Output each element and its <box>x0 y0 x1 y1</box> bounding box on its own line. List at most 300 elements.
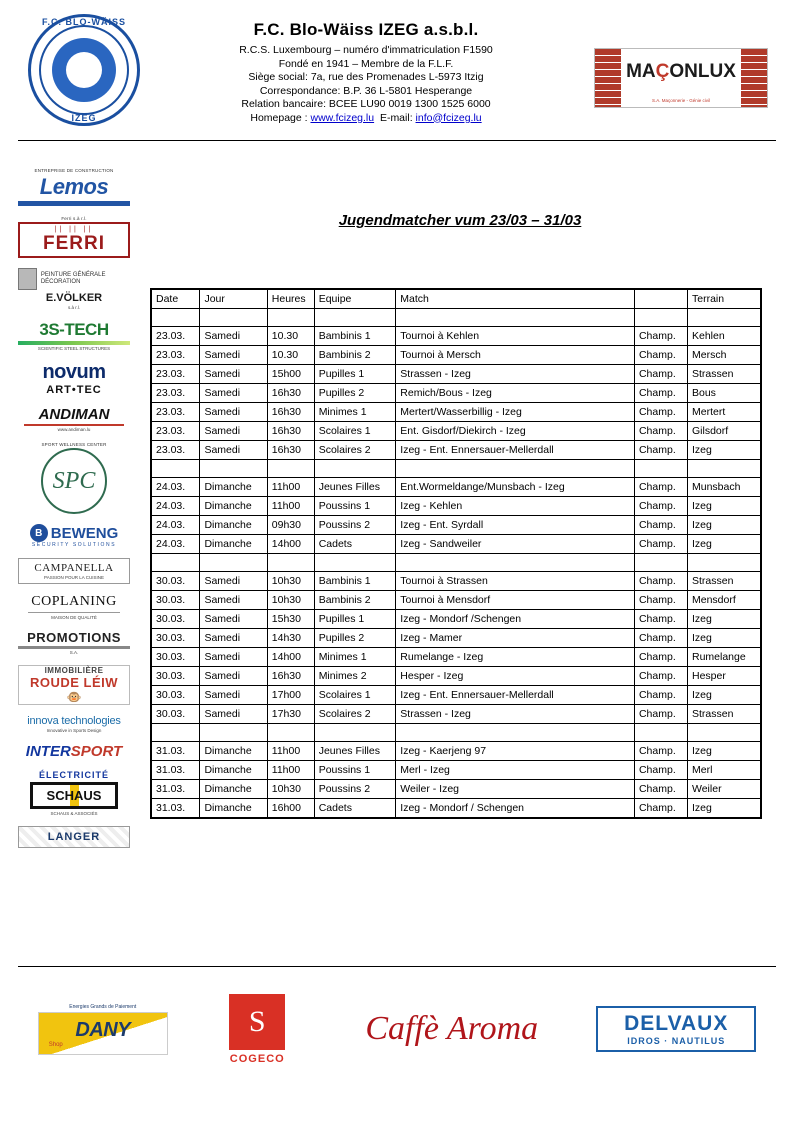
spacer-cell <box>151 724 200 742</box>
cell-equipe: Scolaires 1 <box>314 422 396 441</box>
sponsor-langer-box <box>18 826 130 848</box>
sponsor-langer <box>18 826 130 848</box>
table-spacer-row <box>151 309 761 327</box>
spacer-cell <box>634 554 687 572</box>
cell-date: 23.03. <box>151 327 200 346</box>
cell-equipe: Minimes 1 <box>314 403 396 422</box>
sponsor-coplaning-name: COPLANING <box>31 594 117 609</box>
spacer-cell <box>396 309 635 327</box>
cell-heures: 14h00 <box>267 535 314 554</box>
table-row <box>151 686 761 705</box>
cell-date: 30.03. <box>151 686 200 705</box>
cell-equipe: Jeunes Filles <box>314 478 396 497</box>
cell-jour: Samedi <box>200 572 267 591</box>
spacer-cell <box>688 460 762 478</box>
spacer-cell <box>267 724 314 742</box>
cell-equipe: Minimes 1 <box>314 648 396 667</box>
cell-champ: Champ. <box>634 422 687 441</box>
cell-jour: Dimanche <box>200 780 267 799</box>
cell-jour: Samedi <box>200 705 267 724</box>
cell-terrain: Munsbach <box>688 478 762 497</box>
cell-date: 30.03. <box>151 629 200 648</box>
cell-match: Izeg - Ent. Ennersauer-Mellerdall <box>396 441 635 460</box>
cell-equipe: Pupilles 1 <box>314 610 396 629</box>
cell-champ: Champ. <box>634 705 687 724</box>
intersport-part2: SPORT <box>70 743 123 760</box>
spacer-cell <box>396 460 635 478</box>
cell-champ: Champ. <box>634 403 687 422</box>
cell-heures: 16h30 <box>267 667 314 686</box>
header-line-2: Fondé en 1941 – Membre de la F.L.F. <box>278 57 454 70</box>
sponsor-promotions-bar <box>18 646 130 649</box>
cell-date: 24.03. <box>151 478 200 497</box>
cell-equipe: Scolaires 1 <box>314 686 396 705</box>
cell-terrain: Izeg <box>688 742 762 761</box>
sponsor-promotions-sub: S.A. <box>69 650 79 655</box>
cell-match: Strassen - Izeg <box>396 365 635 384</box>
sponsor-delvaux <box>596 1006 756 1052</box>
cell-terrain: Izeg <box>688 535 762 554</box>
table-row <box>151 422 761 441</box>
sponsor-intersport <box>18 743 130 760</box>
cell-date: 31.03. <box>151 780 200 799</box>
club-logo <box>28 14 140 126</box>
sponsor-innova-name: innova technologies <box>27 715 121 727</box>
table-row <box>151 610 761 629</box>
cell-equipe: Poussins 2 <box>314 780 396 799</box>
cell-terrain: Izeg <box>688 441 762 460</box>
cell-jour: Dimanche <box>200 478 267 497</box>
spacer-cell <box>267 554 314 572</box>
header-contact-line <box>146 112 586 126</box>
cell-heures: 17h00 <box>267 686 314 705</box>
homepage-link[interactable]: www.fcizeg.lu <box>310 111 375 124</box>
cell-jour: Dimanche <box>200 799 267 819</box>
cell-date: 23.03. <box>151 346 200 365</box>
sponsor-novum <box>18 361 130 396</box>
spacer-cell <box>314 554 396 572</box>
cell-jour: Samedi <box>200 384 267 403</box>
sponsor-innova <box>18 715 130 733</box>
cell-date: 23.03. <box>151 403 200 422</box>
sponsor-roude-line2: ROUDE LÉIW <box>29 675 119 690</box>
cell-terrain: Merl <box>688 761 762 780</box>
sponsor-volker-sub: s.à r.l. <box>67 305 80 310</box>
sponsor-coplaning <box>18 594 130 620</box>
sponsor-ferri-box <box>18 222 130 258</box>
cell-champ: Champ. <box>634 478 687 497</box>
cell-match: Izeg - Sandweiler <box>396 535 635 554</box>
cell-equipe: Cadets <box>314 799 396 819</box>
cell-jour: Samedi <box>200 667 267 686</box>
cell-jour: Samedi <box>200 422 267 441</box>
cell-equipe: Bambinis 1 <box>314 572 396 591</box>
logo-center-emblem <box>52 38 116 102</box>
sponsor-caffe-aroma: Caffè Aroma <box>365 1010 539 1047</box>
cell-jour: Samedi <box>200 403 267 422</box>
sponsor-dany-box <box>38 1012 168 1055</box>
email-link[interactable]: info@fcizeg.lu <box>415 111 482 124</box>
cell-match: Rumelange - Izeg <box>396 648 635 667</box>
sponsor-schaus-name: SCHAUS <box>46 788 102 803</box>
cell-heures: 16h00 <box>267 799 314 819</box>
cell-jour: Samedi <box>200 346 267 365</box>
cell-match: Hesper - Izeg <box>396 667 635 686</box>
sponsor-roude-line1: IMMOBILIÈRE <box>44 666 104 675</box>
cell-champ: Champ. <box>634 535 687 554</box>
sponsor-beweng <box>18 524 130 548</box>
sponsor-campanella <box>18 558 130 584</box>
cell-date: 23.03. <box>151 422 200 441</box>
cell-equipe: Jeunes Filles <box>314 742 396 761</box>
schedule-table-container <box>150 288 762 819</box>
cell-champ: Champ. <box>634 365 687 384</box>
spacer-cell <box>200 309 267 327</box>
cell-date: 30.03. <box>151 648 200 667</box>
cell-champ: Champ. <box>634 780 687 799</box>
cell-jour: Dimanche <box>200 761 267 780</box>
cell-date: 23.03. <box>151 441 200 460</box>
cell-heures: 15h30 <box>267 610 314 629</box>
cell-match: Ent. Gisdorf/Diekirch - Izeg <box>396 422 635 441</box>
spacer-cell <box>200 724 267 742</box>
logo-bottom-text: IZEG <box>71 113 97 123</box>
cell-jour: Samedi <box>200 648 267 667</box>
column-header-terrain: Terrain <box>688 289 762 309</box>
cogeco-mark-icon <box>229 994 285 1050</box>
cell-jour: Samedi <box>200 610 267 629</box>
cell-heures: 16h30 <box>267 384 314 403</box>
cell-match: Izeg - Mondorf / Schengen <box>396 799 635 819</box>
sponsor-andiman-rule <box>24 424 124 426</box>
spacer-cell <box>151 309 200 327</box>
sponsor-coplaning-rule <box>28 612 120 613</box>
table-row <box>151 384 761 403</box>
intersport-part1: INTER <box>25 743 71 760</box>
sponsor-3stech-name: 3S-TECH <box>39 320 109 339</box>
sponsor-schaus <box>18 770 130 816</box>
cell-jour: Dimanche <box>200 497 267 516</box>
cell-terrain: Mensdorf <box>688 591 762 610</box>
cell-terrain: Rumelange <box>688 648 762 667</box>
cell-jour: Samedi <box>200 327 267 346</box>
cell-equipe: Pupilles 2 <box>314 629 396 648</box>
cell-terrain: Izeg <box>688 799 762 819</box>
cell-terrain: Izeg <box>688 610 762 629</box>
cell-champ: Champ. <box>634 761 687 780</box>
cell-terrain: Izeg <box>688 497 762 516</box>
cell-match: Tournoi à Kehlen <box>396 327 635 346</box>
cell-heures: 10h30 <box>267 591 314 610</box>
spacer-cell <box>634 460 687 478</box>
cell-champ: Champ. <box>634 648 687 667</box>
cell-match: Izeg - Kaerjeng 97 <box>396 742 635 761</box>
cell-date: 23.03. <box>151 365 200 384</box>
sponsor-delvaux-sub: IDROS · NAUTILUS <box>627 1036 726 1046</box>
cell-equipe: Scolaires 2 <box>314 441 396 460</box>
paint-swatch-icon <box>18 268 37 290</box>
cell-terrain: Mersch <box>688 346 762 365</box>
sponsor-dany-caption: Energies Grands de Paiement <box>69 1003 137 1010</box>
cell-date: 30.03. <box>151 610 200 629</box>
maconlux-part2: Ç <box>655 61 670 82</box>
sponsor-schaus-sub: SCHAUS & ASSOCIÉS <box>50 811 98 816</box>
sponsor-innova-sub: Innovative in Sports Design <box>46 728 102 733</box>
sponsor-volker-name: E.VÖLKER <box>45 292 103 304</box>
cell-champ: Champ. <box>634 667 687 686</box>
column-header-heures: Heures <box>267 289 314 309</box>
cell-heures: 17h30 <box>267 705 314 724</box>
cell-date: 31.03. <box>151 799 200 819</box>
cell-champ: Champ. <box>634 572 687 591</box>
cell-equipe: Poussins 2 <box>314 516 396 535</box>
cell-match: Tournoi à Mensdorf <box>396 591 635 610</box>
cell-date: 24.03. <box>151 535 200 554</box>
table-spacer-row <box>151 724 761 742</box>
cell-jour: Samedi <box>200 441 267 460</box>
sponsor-beweng-row <box>18 524 130 542</box>
cell-match: Izeg - Kehlen <box>396 497 635 516</box>
sponsor-sidebar <box>14 168 134 858</box>
cell-heures: 11h00 <box>267 497 314 516</box>
column-header-match: Match <box>396 289 635 309</box>
table-row <box>151 365 761 384</box>
email-label: E-mail: <box>379 111 416 124</box>
header-line-3: Siège social: 7a, rue des Promenades L-5973 Itzig <box>248 71 484 83</box>
cell-match: Izeg - Ent. Ennersauer-Mellerdall <box>396 686 635 705</box>
cell-equipe: Poussins 1 <box>314 497 396 516</box>
cell-equipe: Bambinis 2 <box>314 591 396 610</box>
cell-match: Tournoi à Mersch <box>396 346 635 365</box>
spacer-cell <box>267 309 314 327</box>
cell-champ: Champ. <box>634 327 687 346</box>
spacer-cell <box>314 309 396 327</box>
cell-terrain: Bous <box>688 384 762 403</box>
cell-equipe: Scolaires 2 <box>314 705 396 724</box>
cell-date: 24.03. <box>151 516 200 535</box>
sponsor-cogeco <box>207 994 307 1065</box>
table-row <box>151 516 761 535</box>
sponsor-lemos <box>18 168 130 206</box>
sponsor-campanella-box <box>18 558 130 584</box>
cell-terrain: Strassen <box>688 705 762 724</box>
sponsor-volker <box>18 268 130 310</box>
sponsor-campanella-name: CAMPANELLA <box>34 562 114 574</box>
cell-heures: 14h30 <box>267 629 314 648</box>
table-spacer-row <box>151 554 761 572</box>
sponsor-langer-name: LANGER <box>47 831 101 843</box>
sponsor-andiman-name: ANDIMAN <box>38 406 110 423</box>
sponsor-3stech-sub: SCIENTIFIC STEEL STRUCTURES <box>37 346 111 351</box>
cell-heures: 16h30 <box>267 403 314 422</box>
sponsor-3stech <box>18 320 130 351</box>
table-row <box>151 327 761 346</box>
sponsor-roude-box <box>18 665 130 705</box>
homepage-label: Homepage : <box>250 111 311 124</box>
cell-heures: 16h30 <box>267 441 314 460</box>
sponsor-cogeco-name: COGECO <box>229 1052 285 1065</box>
cell-equipe: Bambinis 1 <box>314 327 396 346</box>
sponsor-novum-name: novum <box>42 361 106 383</box>
spacer-cell <box>200 554 267 572</box>
spacer-cell <box>688 554 762 572</box>
cell-champ: Champ. <box>634 346 687 365</box>
sponsor-delvaux-name: DELVAUX <box>624 1012 729 1035</box>
cell-date: 30.03. <box>151 705 200 724</box>
cell-heures: 10h30 <box>267 572 314 591</box>
cell-match: Izeg - Ent. Syrdall <box>396 516 635 535</box>
header-line-1: R.C.S. Luxembourg – numéro d'immatriculation F1590 <box>239 44 493 56</box>
sponsor-volker-row <box>18 268 130 290</box>
sponsor-coplaning-sub: MAISON DE QUALITÉ <box>51 615 97 620</box>
cell-date: 30.03. <box>151 667 200 686</box>
sponsor-spc <box>18 442 130 514</box>
cell-jour: Dimanche <box>200 535 267 554</box>
brick-pattern-right <box>741 49 767 107</box>
sponsor-roude-leiw <box>18 665 130 705</box>
cell-jour: Samedi <box>200 686 267 705</box>
cell-date: 31.03. <box>151 742 200 761</box>
maconlux-part1: MA <box>626 61 656 82</box>
spacer-cell <box>688 724 762 742</box>
cell-equipe: Poussins 1 <box>314 761 396 780</box>
cell-heures: 11h00 <box>267 761 314 780</box>
sponsor-ferri-caption: Ferri s.à r.l. <box>61 216 87 221</box>
sponsor-schaus-box <box>30 782 118 809</box>
column-header-champ <box>634 289 687 309</box>
cell-terrain: Izeg <box>688 686 762 705</box>
table-row <box>151 535 761 554</box>
sponsor-3stech-gradient-bar <box>18 341 130 345</box>
cell-champ: Champ. <box>634 441 687 460</box>
page-footer <box>18 966 776 1099</box>
spacer-cell <box>314 724 396 742</box>
cell-heures: 09h30 <box>267 516 314 535</box>
cell-heures: 10h30 <box>267 780 314 799</box>
table-row <box>151 441 761 460</box>
club-name: F.C. Blo-Wäiss IZEG a.s.b.l. <box>253 20 479 39</box>
table-row <box>151 403 761 422</box>
sponsor-andiman-sub: www.andiman.lu <box>57 427 91 432</box>
sponsor-ferri-columns-icon: || || || <box>54 226 94 233</box>
cell-match: Izeg - Mondorf /Schengen <box>396 610 635 629</box>
cell-heures: 15h00 <box>267 365 314 384</box>
logo-top-text: F.C. BLO-WÄISS <box>42 17 126 27</box>
cell-match: Merl - Izeg <box>396 761 635 780</box>
cell-champ: Champ. <box>634 629 687 648</box>
sponsor-campanella-sub: PASSION POUR LA CUISINE <box>44 575 104 580</box>
spacer-cell <box>396 724 635 742</box>
cell-jour: Dimanche <box>200 742 267 761</box>
sponsor-maconlux-logo <box>594 48 768 108</box>
table-row <box>151 629 761 648</box>
sponsor-spc-circle <box>41 448 107 514</box>
schedule-table <box>150 288 762 819</box>
cell-match: Weiler - Izeg <box>396 780 635 799</box>
cell-champ: Champ. <box>634 516 687 535</box>
sponsor-lemos-name: Lemos <box>39 174 109 199</box>
column-header-date: Date <box>151 289 200 309</box>
footer-sponsor-row <box>18 979 776 1079</box>
cell-champ: Champ. <box>634 742 687 761</box>
cell-terrain: Kehlen <box>688 327 762 346</box>
cell-match: Mertert/Wasserbillig - Izeg <box>396 403 635 422</box>
cell-heures: 10.30 <box>267 346 314 365</box>
sponsor-lemos-caption: ENTREPRISE DE CONSTRUCTION <box>34 168 114 173</box>
cell-champ: Champ. <box>634 384 687 403</box>
cell-jour: Samedi <box>200 629 267 648</box>
table-row <box>151 742 761 761</box>
cell-match: Strassen - Izeg <box>396 705 635 724</box>
cell-terrain: Mertert <box>688 403 762 422</box>
cell-date: 30.03. <box>151 572 200 591</box>
spacer-cell <box>151 460 200 478</box>
spacer-cell <box>688 309 762 327</box>
sponsor-spc-caption: SPORT WELLNESS CENTER <box>41 442 107 447</box>
cell-terrain: Strassen <box>688 572 762 591</box>
table-row <box>151 667 761 686</box>
sponsor-ferri-name: FERRI <box>43 233 105 254</box>
cell-heures: 14h00 <box>267 648 314 667</box>
cell-match: Remich/Bous - Izeg <box>396 384 635 403</box>
spacer-cell <box>314 460 396 478</box>
sponsor-volker-caption: PEINTURE GÉNÉRALE DÉCORATION <box>40 272 106 285</box>
header-text-block <box>146 20 586 125</box>
cell-jour: Samedi <box>200 591 267 610</box>
sponsor-delvaux-box <box>596 1006 756 1052</box>
table-row <box>151 761 761 780</box>
cell-equipe: Bambinis 2 <box>314 346 396 365</box>
table-row <box>151 799 761 819</box>
sponsor-maconlux-sub: S.A. Maçonnerie - Génie civil <box>651 98 711 103</box>
cell-equipe: Pupilles 1 <box>314 365 396 384</box>
sponsor-promotions <box>18 630 130 655</box>
sponsor-ferri <box>18 216 130 258</box>
page-title: Jugendmatcher vum 23/03 – 31/03 <box>338 212 582 229</box>
spacer-cell <box>267 460 314 478</box>
table-row <box>151 648 761 667</box>
cell-heures: 16h30 <box>267 422 314 441</box>
sponsor-intersport-name <box>18 743 130 760</box>
cell-champ: Champ. <box>634 610 687 629</box>
sponsor-beweng-sub: SECURITY SOLUTIONS <box>31 542 117 548</box>
cell-date: 23.03. <box>151 384 200 403</box>
cell-heures: 11h00 <box>267 478 314 497</box>
maconlux-part3: ONLUX <box>669 61 736 82</box>
cell-champ: Champ. <box>634 799 687 819</box>
sponsor-promotions-name: PROMOTIONS <box>27 630 121 645</box>
beweng-badge-icon: B <box>30 524 48 542</box>
column-header-jour: Jour <box>200 289 267 309</box>
sponsor-schaus-caption: ÉLECTRICITÉ <box>38 770 109 780</box>
cell-equipe: Minimes 2 <box>314 667 396 686</box>
spacer-cell <box>396 554 635 572</box>
sponsor-andiman <box>18 406 130 432</box>
cell-terrain: Strassen <box>688 365 762 384</box>
header-line-5: Relation bancaire: BCEE LU90 0019 1300 1525 6000 <box>241 98 491 110</box>
table-row <box>151 591 761 610</box>
header-line-4: Correspondance: B.P. 36 L-5801 Hesperange <box>259 84 473 97</box>
table-header-row <box>151 289 761 309</box>
table-row <box>151 572 761 591</box>
spacer-cell <box>634 724 687 742</box>
column-header-equipe: Equipe <box>314 289 396 309</box>
cell-equipe: Cadets <box>314 535 396 554</box>
table-spacer-row <box>151 460 761 478</box>
cell-terrain: Weiler <box>688 780 762 799</box>
lion-icon: 🐵 <box>66 690 82 704</box>
spacer-cell <box>200 460 267 478</box>
